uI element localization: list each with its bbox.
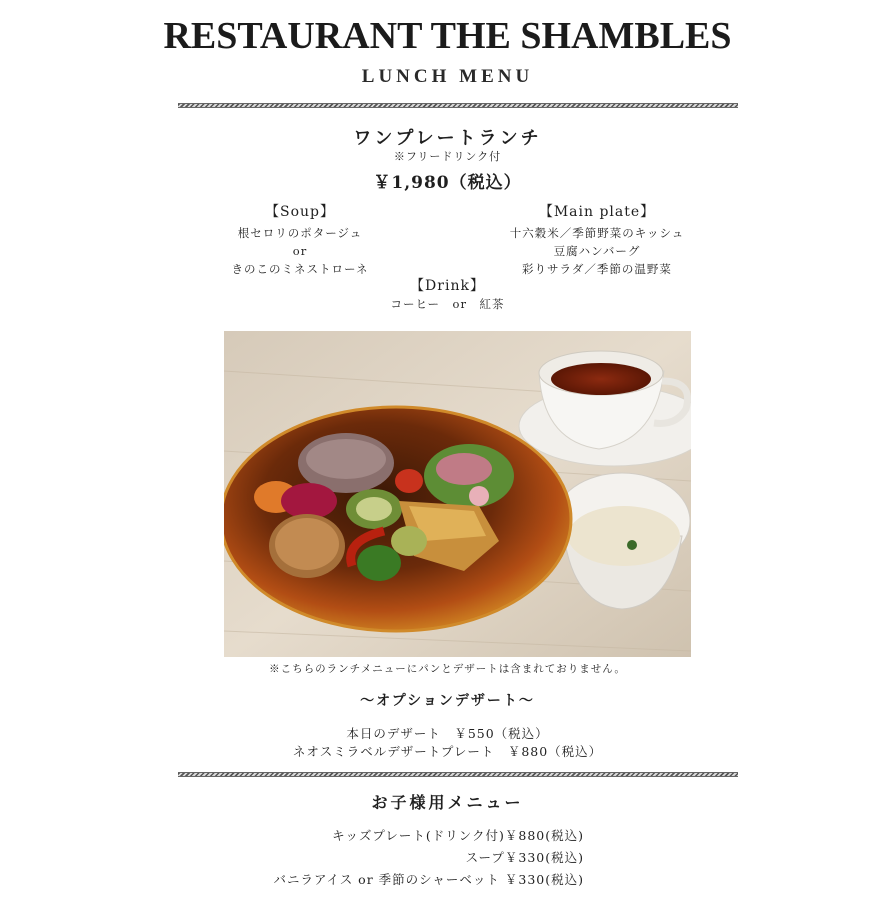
divider-top [178,103,738,108]
option-dessert-title: ～オプションデザート～ [360,693,535,709]
free-drink-note: ※フリードリンク付 [393,150,502,163]
main-plate-item: 十六穀米／季節野菜のキッシュ [509,226,685,240]
main-plate-heading: 【Main plate】 [538,204,656,220]
lunch-plate-photo [224,331,691,657]
soup-section [200,203,400,278]
drink-item: コーヒー or 紅茶 [390,297,505,311]
main-plate-item: 彩りサラダ／季節の温野菜 [522,262,672,276]
soup-item: きのこのミネストローネ [231,262,369,276]
one-plate-price: ￥1,980（税込） [373,173,522,193]
drink-heading: 【Drink】 [410,278,485,294]
kids-menu-title: お子様用メニュー [371,793,524,812]
soup-item: 根セロリのポタージュ [237,226,363,240]
photo-caption: ※こちらのランチメニューにパンとデザートは含まれておりません。 [269,663,626,675]
soup-heading: 【Soup】 [265,204,335,220]
main-plate-item: 豆腐ハンバーグ [553,244,641,258]
restaurant-title: RESTAURANT THE SHAMBLES [163,15,732,57]
main-plate-section [482,203,712,278]
dessert-item: 本日のデザート ￥550（税込） [346,726,549,741]
divider-bottom [178,772,738,777]
dessert-item: ネオスミラベルデザートプレート ￥880（税込） [292,744,603,759]
kids-item: スープ￥330(税込) [465,850,584,865]
one-plate-lunch-title: ワンプレートランチ [353,128,542,149]
drink-section [0,277,895,313]
kids-item: キッズプレート(ドリンク付)￥880(税込) [332,828,584,843]
menu-subtitle: LUNCH MENU [361,66,534,87]
kids-item: バニラアイス or 季節のシャーベット ￥330(税込) [273,872,584,887]
soup-item: or [292,244,308,258]
